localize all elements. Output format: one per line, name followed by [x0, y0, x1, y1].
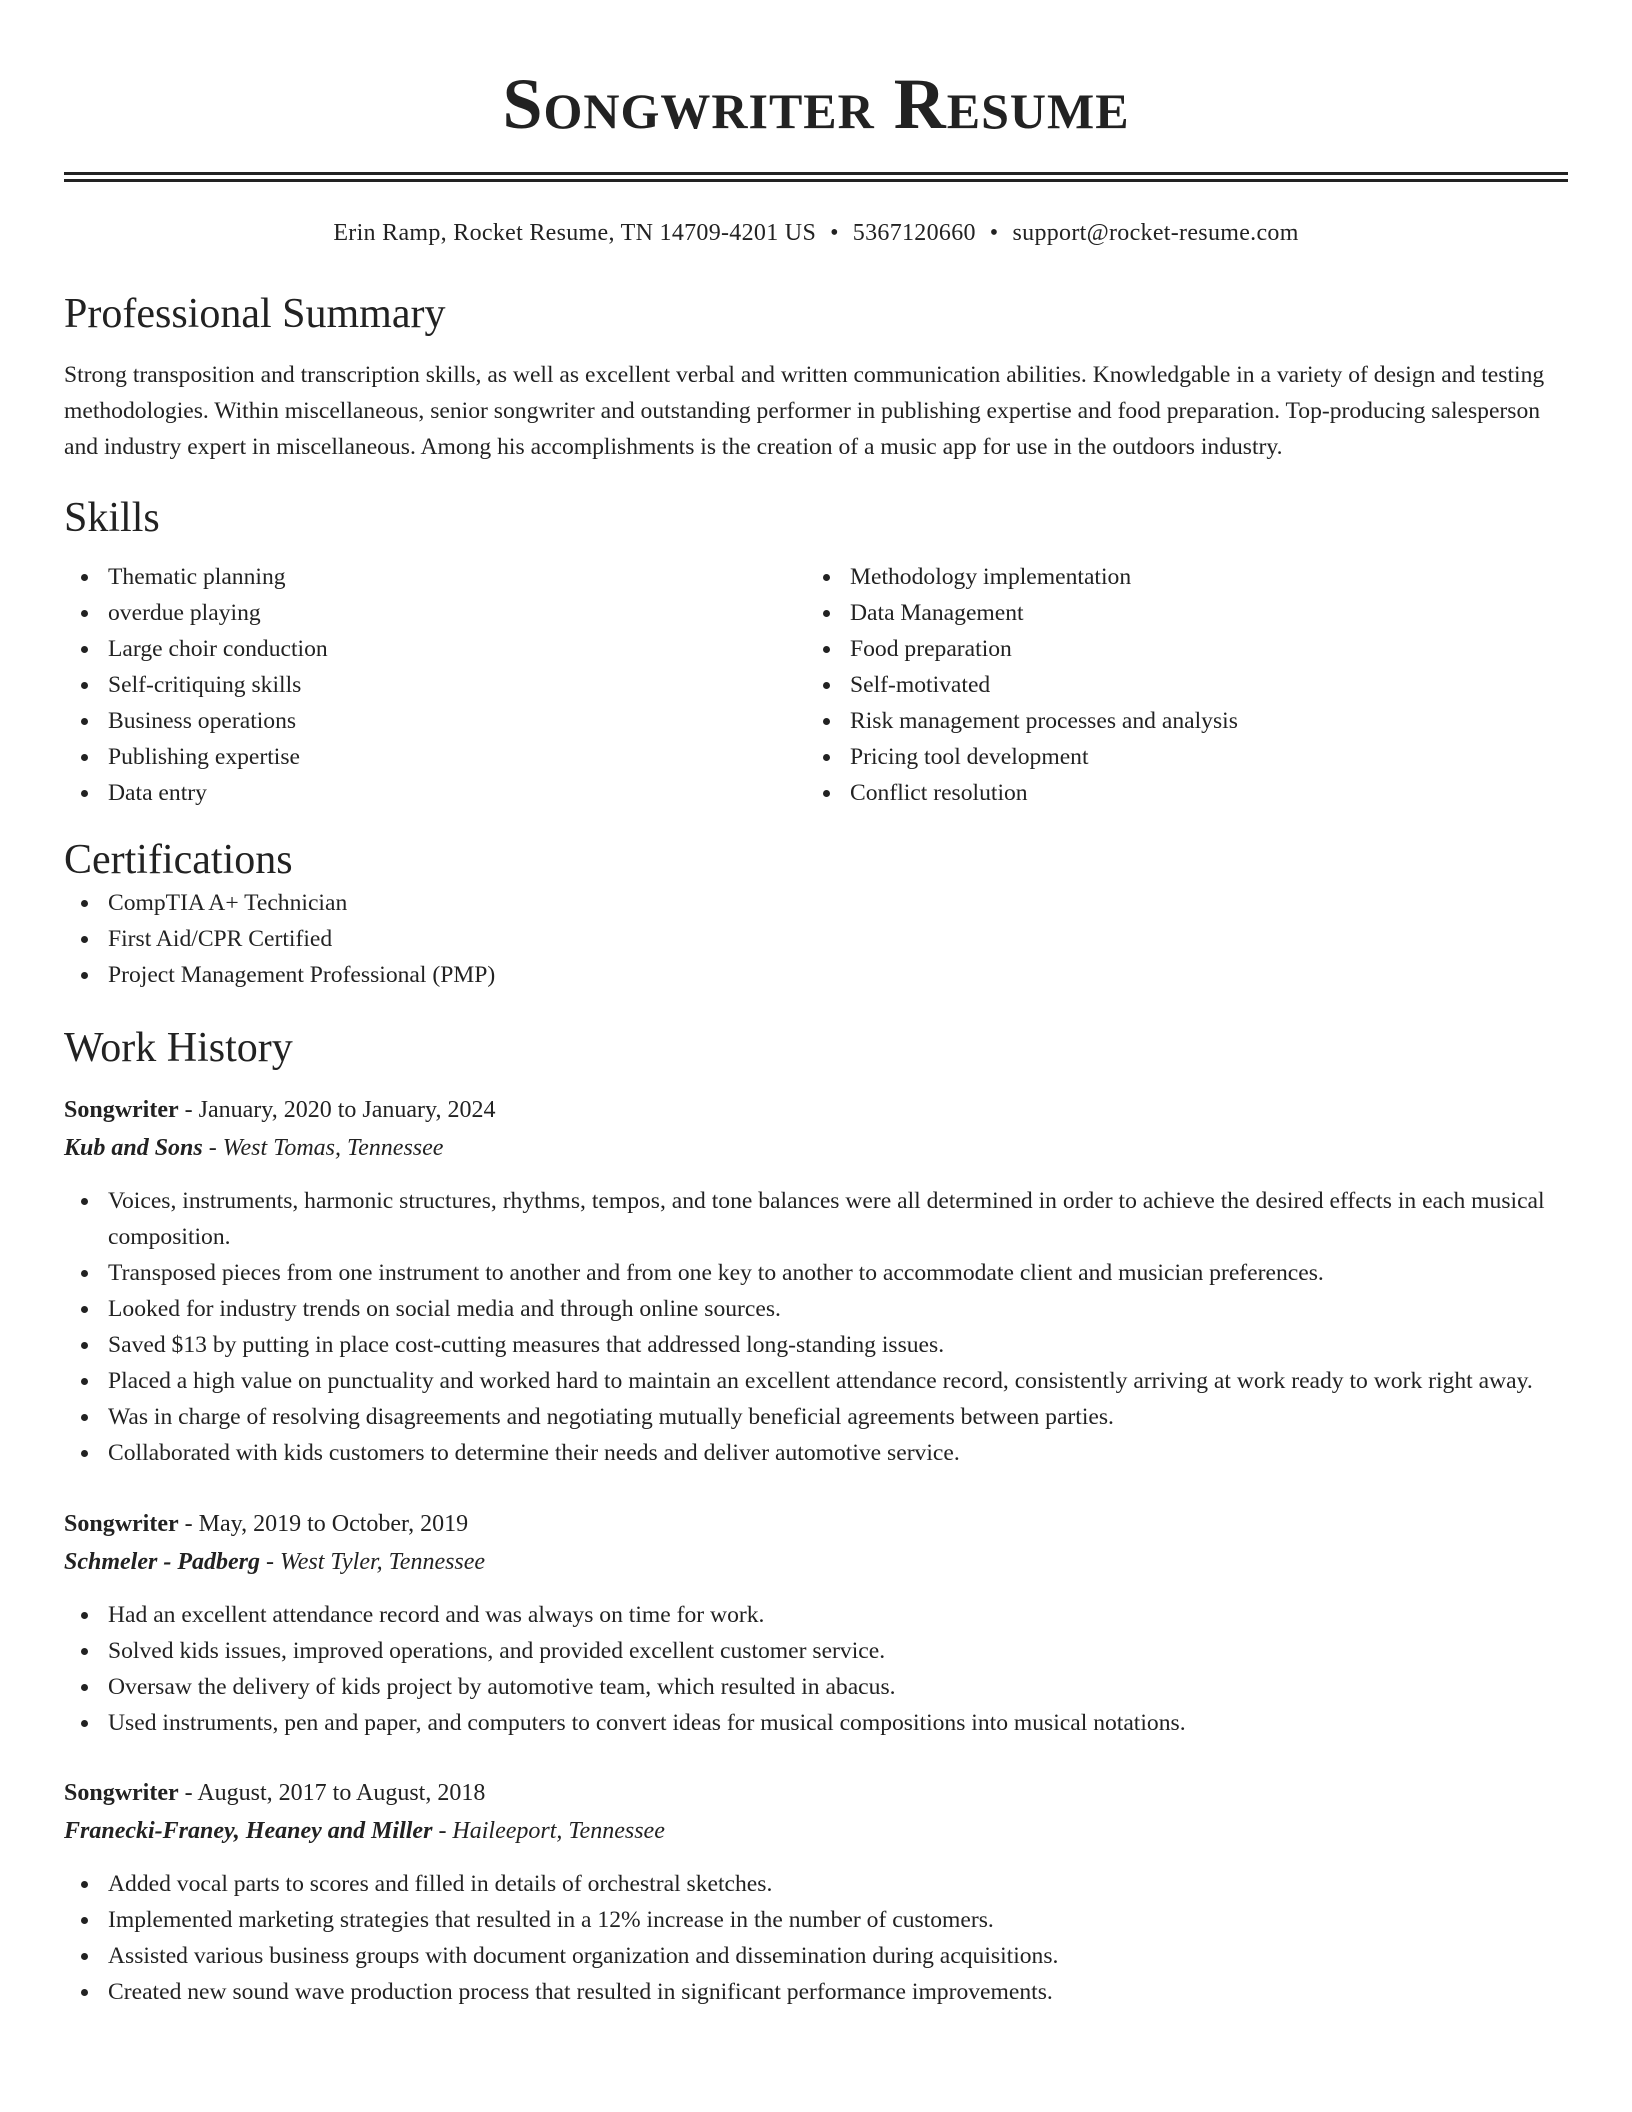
skill-item: Business operations	[64, 703, 806, 739]
job-duty: Assisted various business groups with document organization and dissemination during acquisitions.	[64, 1938, 1568, 1974]
certification-item: Project Management Professional (PMP)	[64, 957, 1568, 993]
job-company: Schmeler - Padberg	[64, 1549, 260, 1575]
job-duty: Placed a high value on punctuality and worked hard to maintain an excellent attendance record, consistently arriving at work ready to work right away.	[64, 1363, 1568, 1399]
job-title-line	[64, 1505, 1568, 1543]
skill-item: Large choir conduction	[64, 631, 806, 667]
summary-text: Strong transposition and transcription skills, as well as excellent verbal and written communication abilities. Knowledgable in a variety of design and testing methodologies. Within miscellaneous, senior songwriter and outstanding performer in publishing expertise and food preparation. Top-producing salesperson and industry expert in miscellaneous. Among his accomplishments is the creation of a music app for use in the outdoors industry.	[64, 362, 1545, 460]
certifications-list	[64, 885, 1568, 993]
skill-item: Data entry	[64, 775, 806, 811]
job-title: Songwriter	[64, 1511, 179, 1537]
job-company: Franecki-Franey, Heaney and Miller	[64, 1818, 433, 1844]
job-location: - West Tyler, Tennessee	[259, 1549, 486, 1575]
job-duty: Was in charge of resolving disagreements and negotiating mutually beneficial agreements between parties.	[64, 1399, 1568, 1435]
skill-item: Food preparation	[806, 631, 1548, 667]
contact-address: Erin Ramp, Rocket Resume, TN 14709-4201 US	[333, 220, 817, 246]
job-entry	[64, 1774, 1568, 2010]
contact-email: support@rocket-resume.com	[1012, 220, 1299, 246]
job-title-line	[64, 1774, 1568, 1812]
job-duty: Saved $13 by putting in place cost-cutting measures that addressed long-standing issues.	[64, 1327, 1568, 1363]
skill-item: overdue playing	[64, 595, 806, 631]
job-duties-list	[64, 1183, 1568, 1471]
job-duty: Voices, instruments, harmonic structures, rhythms, tempos, and tone balances were all determined in order to achieve the desired effects in each musical composition.	[64, 1183, 1568, 1255]
skills-column-left	[64, 559, 806, 811]
skill-item: Thematic planning	[64, 559, 806, 595]
skill-item: Self-motivated	[806, 667, 1548, 703]
job-title: Songwriter	[64, 1780, 179, 1806]
contact-line	[64, 218, 1568, 248]
resume-title: Songwriter Resume	[502, 64, 1130, 144]
job-dates: - May, 2019 to October, 2019	[178, 1511, 469, 1537]
title-divider	[64, 172, 1568, 182]
resume-page	[64, 0, 1568, 2010]
job-title-line	[64, 1091, 1568, 1129]
certification-item: CompTIA A+ Technician	[64, 885, 1568, 921]
skill-item: Conflict resolution	[806, 775, 1548, 811]
skills-column-right	[806, 559, 1548, 811]
job-duties-list	[64, 1866, 1568, 2010]
job-duty: Solved kids issues, improved operations, and provided excellent customer service.	[64, 1633, 1568, 1669]
skill-item: Pricing tool development	[806, 739, 1548, 775]
job-duty: Transposed pieces from one instrument to another and from one key to another to accommodate client and musician preferences.	[64, 1255, 1568, 1291]
job-dates: - August, 2017 to August, 2018	[178, 1780, 486, 1806]
contact-separator: •	[830, 220, 839, 246]
job-duty: Collaborated with kids customers to determine their needs and deliver automotive service.	[64, 1435, 1568, 1471]
skills-list-right	[806, 559, 1548, 811]
job-duty: Added vocal parts to scores and filled in details of orchestral sketches.	[64, 1866, 1568, 1902]
job-entry	[64, 1505, 1568, 1741]
skills-heading: Skills	[64, 495, 160, 541]
job-duty: Looked for industry trends on social media and through online sources.	[64, 1291, 1568, 1327]
job-dates: - January, 2020 to January, 2024	[178, 1097, 496, 1123]
job-entry	[64, 1091, 1568, 1471]
certification-item: First Aid/CPR Certified	[64, 921, 1568, 957]
contact-phone: 5367120660	[852, 220, 976, 246]
job-duty: Oversaw the delivery of kids project by automotive team, which resulted in abacus.	[64, 1669, 1568, 1705]
job-duty: Created new sound wave production process that resulted in significant performance improvements.	[64, 1974, 1568, 2010]
skills-list-left	[64, 559, 806, 811]
contact-separator: •	[989, 220, 999, 246]
job-company-line	[64, 1812, 1568, 1850]
skills-grid	[64, 559, 1568, 811]
job-duties-list	[64, 1597, 1568, 1741]
job-location: - Haileeport, Tennessee	[432, 1818, 665, 1844]
job-duty: Used instruments, pen and paper, and computers to convert ideas for musical compositions into musical notations.	[64, 1705, 1568, 1741]
job-duty: Implemented marketing strategies that resulted in a 12% increase in the number of customers.	[64, 1902, 1568, 1938]
job-company-line	[64, 1543, 1568, 1581]
job-location: - West Tomas, Tennessee	[202, 1135, 444, 1161]
job-duty: Had an excellent attendance record and was always on time for work.	[64, 1597, 1568, 1633]
job-title: Songwriter	[64, 1097, 179, 1123]
skill-item: Self-critiquing skills	[64, 667, 806, 703]
job-company-line	[64, 1129, 1568, 1167]
work-history-heading: Work History	[64, 1025, 293, 1071]
skill-item: Data Management	[806, 595, 1548, 631]
skill-item: Methodology implementation	[806, 559, 1548, 595]
job-company: Kub and Sons	[64, 1135, 203, 1161]
certifications-heading: Certifications	[64, 837, 293, 883]
skill-item: Risk management processes and analysis	[806, 703, 1548, 739]
skill-item: Publishing expertise	[64, 739, 806, 775]
summary-heading: Professional Summary	[64, 291, 446, 337]
